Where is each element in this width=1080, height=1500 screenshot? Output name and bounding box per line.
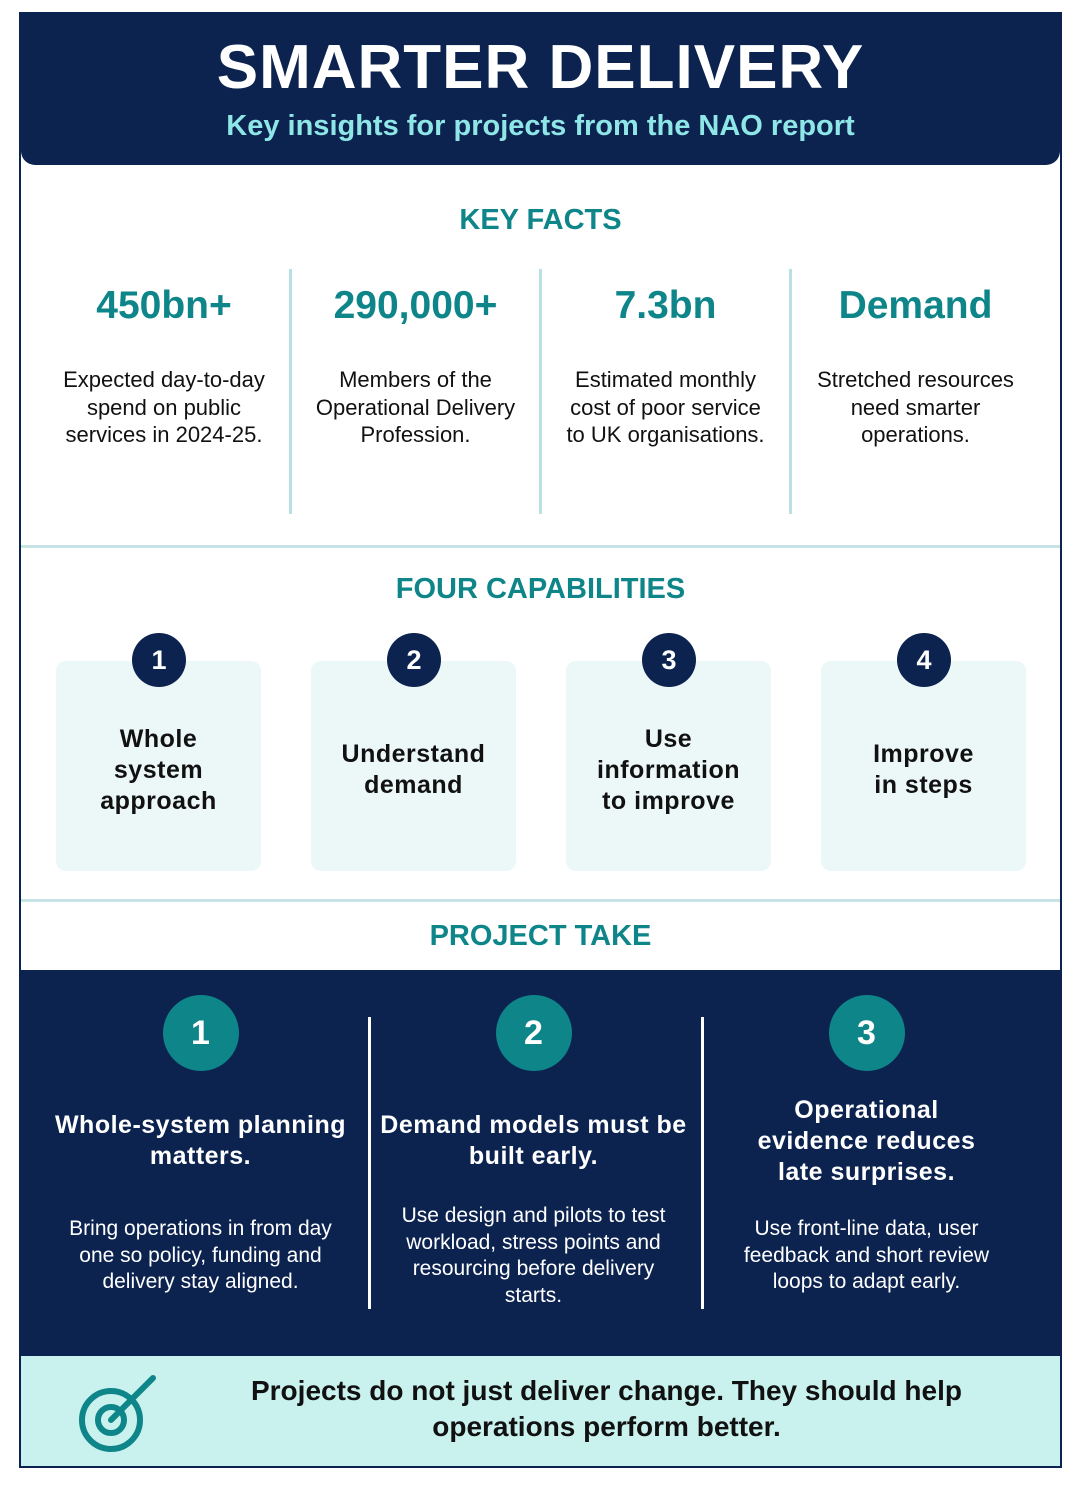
fact-description: Members of the Operational Delivery Profession. xyxy=(315,367,516,447)
fact-description: Estimated monthly cost of poor service to UK organisations. xyxy=(566,367,765,447)
fact-item xyxy=(789,269,1039,514)
page-subtitle: Key insights for projects from the NAO report xyxy=(226,110,855,142)
footer-banner xyxy=(21,1356,1060,1468)
header-banner xyxy=(21,14,1060,165)
capability-label: Use information to improve xyxy=(597,724,740,815)
project-take-item xyxy=(367,970,700,1356)
project-take-item xyxy=(700,970,1033,1356)
project-take-item xyxy=(34,970,367,1356)
take-body: Use design and pilots to test workload, stress points and resourcing before delivery starts. xyxy=(401,1204,666,1307)
infographic-frame xyxy=(19,12,1062,1468)
fact-value: 7.3bn xyxy=(614,284,717,327)
capability-label: Whole system approach xyxy=(100,724,217,815)
take-body: Use front-line data, user feedback and short review loops to adapt early. xyxy=(743,1217,990,1293)
key-facts-row xyxy=(39,269,1039,514)
capability-number-badge: 2 xyxy=(387,633,441,687)
footer-message: Projects do not just deliver change. They should help operations perform better. xyxy=(250,1375,962,1442)
capability-card xyxy=(56,661,261,871)
take-heading: Whole-system planning matters. xyxy=(54,1111,347,1170)
take-heading: Demand models must be built early. xyxy=(380,1111,687,1170)
fact-item xyxy=(539,269,789,514)
key-facts-title: KEY FACTS xyxy=(459,204,622,236)
fact-item xyxy=(39,269,289,514)
fact-value: 450bn+ xyxy=(96,284,232,327)
capability-number-badge: 3 xyxy=(642,633,696,687)
take-number-badge: 3 xyxy=(829,995,905,1071)
capability-label: Understand demand xyxy=(341,740,486,799)
capability-number-badge: 1 xyxy=(132,633,186,687)
take-number-badge: 2 xyxy=(496,995,572,1071)
take-number-badge: 1 xyxy=(163,995,239,1071)
fact-value: 290,000+ xyxy=(333,284,498,327)
target-icon xyxy=(73,1364,169,1460)
capability-card xyxy=(566,661,771,871)
capabilities-title: FOUR CAPABILITIES xyxy=(395,573,686,605)
capability-label: Improve in steps xyxy=(873,740,974,799)
capability-card xyxy=(311,661,516,871)
page-title: SMARTER DELIVERY xyxy=(216,33,865,102)
fact-item xyxy=(289,269,539,514)
take-body: Bring operations in from day one so policy, funding and delivery stay aligned. xyxy=(69,1217,332,1293)
project-take-band xyxy=(21,970,1060,1356)
capability-card xyxy=(821,661,1026,871)
fact-description: Stretched resources need smarter operations. xyxy=(817,367,1014,447)
section-divider xyxy=(21,545,1060,548)
capability-number-badge: 4 xyxy=(897,633,951,687)
project-take-title: PROJECT TAKE xyxy=(429,920,652,952)
fact-value: Demand xyxy=(838,284,993,327)
section-divider xyxy=(21,899,1060,902)
take-heading: Operational evidence reduces late surprises. xyxy=(757,1096,976,1186)
fact-description: Expected day-to-day spend on public services in 2024-25. xyxy=(63,367,265,447)
